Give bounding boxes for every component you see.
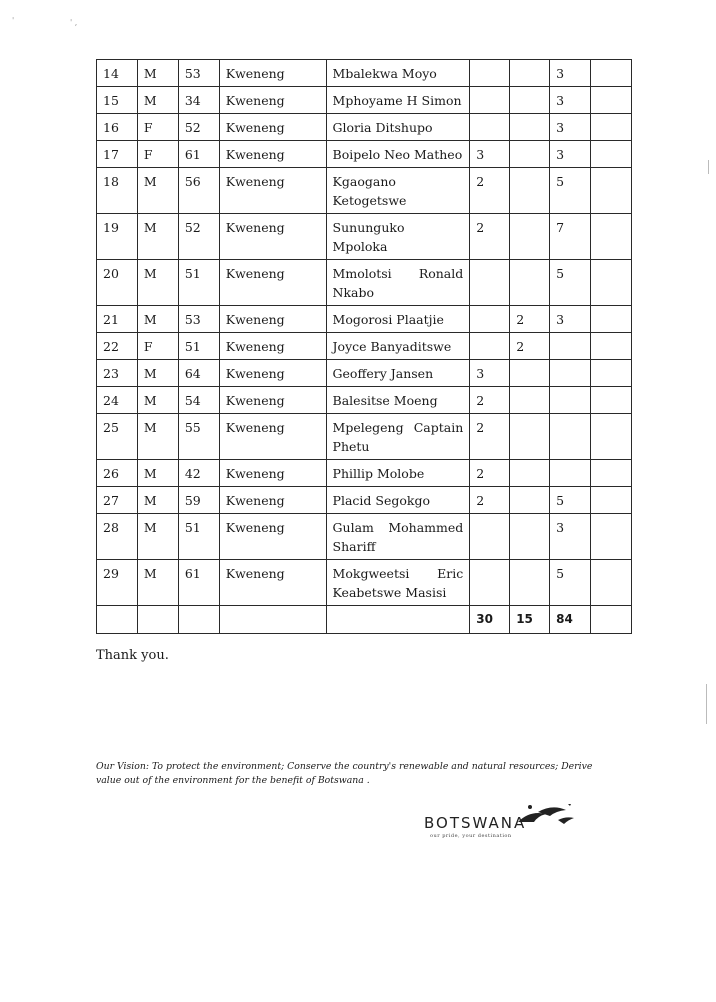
cell-c3: 3 [550,114,591,141]
cell-c2 [510,141,550,168]
cell-no: 23 [97,360,138,387]
cell-c2 [510,60,550,87]
total-c3: 84 [550,606,591,634]
cell-name: Geoffery Jansen [326,360,470,387]
cell-sex: M [137,460,178,487]
cell-age: 51 [178,260,219,306]
cell-c1: 2 [470,214,510,260]
cell-c1: 2 [470,168,510,214]
cell-name: Mmolotsi Ronald Nkabo [326,260,470,306]
cell-age: 55 [178,414,219,460]
cell-district: Kweneng [219,306,326,333]
cell-name: Mpelegeng Captain Phetu [326,414,470,460]
cell-c4 [591,168,632,214]
cell-sex: M [137,60,178,87]
cell-age: 53 [178,60,219,87]
cell-c4 [591,214,632,260]
cell-c3 [550,360,591,387]
cell-c4 [591,460,632,487]
cell-c1 [470,333,510,360]
cell-age: 52 [178,214,219,260]
cell-district: Kweneng [219,60,326,87]
cell-no: 28 [97,514,138,560]
cell-district: Kweneng [219,560,326,606]
cell-no: 26 [97,460,138,487]
vision-statement: Our Vision: To protect the environment; Conserve the country's renewable and natural resources; Derive value out of the environment for the benefit of Botswana . [96,761,593,786]
cell-c4 [591,514,632,560]
cell-name: Sununguko Mpoloka [326,214,470,260]
cell-c1 [470,260,510,306]
cell-c4 [591,333,632,360]
cell-age: 51 [178,333,219,360]
cell-c2 [510,260,550,306]
cell-c3: 3 [550,141,591,168]
cell-c4 [591,414,632,460]
cell-c2 [510,414,550,460]
cell-no: 21 [97,306,138,333]
cell-age: 34 [178,87,219,114]
cell-c1: 2 [470,387,510,414]
closing-text: Thank you. [96,648,169,663]
cell-district: Kweneng [219,87,326,114]
total-empty-cell [178,606,219,634]
cell-c2: 2 [510,306,550,333]
cell-age: 52 [178,114,219,141]
cell-c1 [470,60,510,87]
cell-name: Gloria Ditshupo [326,114,470,141]
cell-c4 [591,60,632,87]
cell-no: 20 [97,260,138,306]
cell-no: 19 [97,214,138,260]
cell-c1: 3 [470,141,510,168]
cell-name: Kgaogano Ketogetswe [326,168,470,214]
table-row [97,306,632,333]
table-row [97,168,632,214]
cell-c2 [510,168,550,214]
cell-c4 [591,487,632,514]
total-empty-cell [97,606,138,634]
cell-c3: 5 [550,487,591,514]
cell-name: Mphoyame H Simon [326,87,470,114]
cell-sex: F [137,114,178,141]
cell-name: Balesitse Moeng [326,387,470,414]
table-row [97,487,632,514]
cell-c2 [510,387,550,414]
total-c1: 30 [470,606,510,634]
cell-c3 [550,460,591,487]
total-empty-cell [219,606,326,634]
cell-district: Kweneng [219,460,326,487]
cell-c1: 2 [470,414,510,460]
cell-sex: M [137,514,178,560]
cell-c2 [510,560,550,606]
cell-age: 61 [178,141,219,168]
cell-sex: M [137,387,178,414]
table-row [97,214,632,260]
cell-sex: M [137,168,178,214]
cell-c3: 3 [550,306,591,333]
cell-c4 [591,360,632,387]
cell-district: Kweneng [219,168,326,214]
cell-sex: F [137,141,178,168]
cell-c3: 5 [550,260,591,306]
cell-sex: F [137,333,178,360]
cell-no: 16 [97,114,138,141]
cell-age: 54 [178,387,219,414]
cell-sex: M [137,260,178,306]
cell-age: 61 [178,560,219,606]
cell-district: Kweneng [219,387,326,414]
totals-row [97,606,632,634]
cell-sex: M [137,306,178,333]
total-empty-cell [591,606,632,634]
cell-c3: 3 [550,60,591,87]
total-empty-cell [137,606,178,634]
cell-c2 [510,360,550,387]
cell-name: Boipelo Neo Matheo [326,141,470,168]
table-row [97,60,632,87]
scan-margin-mark [706,684,707,724]
cell-no: 24 [97,387,138,414]
table-row [97,114,632,141]
logo-tagline: our pride, your destination [430,833,512,839]
cell-c2 [510,87,550,114]
cell-c4 [591,560,632,606]
cell-age: 53 [178,306,219,333]
cell-c2 [510,487,550,514]
cell-age: 56 [178,168,219,214]
cell-c3: 3 [550,514,591,560]
cell-name: Mogorosi Plaatjie [326,306,470,333]
table-row [97,87,632,114]
cell-no: 29 [97,560,138,606]
cell-district: Kweneng [219,360,326,387]
cell-c1: 2 [470,487,510,514]
cell-c3: 5 [550,560,591,606]
cell-c3: 5 [550,168,591,214]
cell-name: Joyce Banyaditswe [326,333,470,360]
cell-no: 25 [97,414,138,460]
cell-no: 15 [97,87,138,114]
table-row [97,141,632,168]
cell-sex: M [137,487,178,514]
cell-sex: M [137,560,178,606]
cell-c1 [470,114,510,141]
scan-margin-mark [708,160,709,174]
cell-district: Kweneng [219,333,326,360]
cell-c1 [470,87,510,114]
cell-sex: M [137,360,178,387]
cell-district: Kweneng [219,114,326,141]
cell-name: Mokgweetsi Eric Keabetswe Masisi [326,560,470,606]
cell-c2: 2 [510,333,550,360]
cell-age: 59 [178,487,219,514]
cell-sex: M [137,414,178,460]
cell-district: Kweneng [219,414,326,460]
cell-c4 [591,306,632,333]
cell-c2 [510,114,550,141]
table-row [97,387,632,414]
total-empty-cell [326,606,470,634]
cell-c3: 3 [550,87,591,114]
table-row [97,360,632,387]
cell-c3 [550,387,591,414]
cell-c1: 2 [470,460,510,487]
cell-c1: 3 [470,360,510,387]
cell-no: 27 [97,487,138,514]
total-c2: 15 [510,606,550,634]
cell-district: Kweneng [219,260,326,306]
logo-wordmark: BOTSWANA [424,814,527,832]
cell-c3 [550,333,591,360]
table-row [97,460,632,487]
table-row [97,514,632,560]
cell-sex: M [137,214,178,260]
cell-c3 [550,414,591,460]
cell-no: 18 [97,168,138,214]
cell-district: Kweneng [219,214,326,260]
cell-c2 [510,214,550,260]
cell-c2 [510,460,550,487]
cell-c1 [470,560,510,606]
cell-c4 [591,387,632,414]
cell-age: 64 [178,360,219,387]
cell-c1 [470,514,510,560]
cell-c2 [510,514,550,560]
cell-name: Gulam Mohammed Shariff [326,514,470,560]
cell-name: Phillip Molobe [326,460,470,487]
cell-no: 17 [97,141,138,168]
cell-name: Placid Segokgo [326,487,470,514]
cell-c4 [591,141,632,168]
table-row [97,333,632,360]
records-table [96,59,632,634]
cell-name: Mbalekwa Moyo [326,60,470,87]
table-body [97,60,632,634]
table-row [97,560,632,606]
cell-c4 [591,114,632,141]
cell-c4 [591,260,632,306]
cell-c4 [591,87,632,114]
table-row [97,414,632,460]
cell-c1 [470,306,510,333]
botswana-logo [424,800,584,844]
scan-speck: ' [12,16,15,25]
table-row [97,260,632,306]
scan-speck: ' , [70,18,78,27]
cell-c3: 7 [550,214,591,260]
cell-no: 22 [97,333,138,360]
cell-district: Kweneng [219,141,326,168]
cell-district: Kweneng [219,487,326,514]
cell-age: 51 [178,514,219,560]
cell-age: 42 [178,460,219,487]
cell-no: 14 [97,60,138,87]
cell-district: Kweneng [219,514,326,560]
cell-sex: M [137,87,178,114]
